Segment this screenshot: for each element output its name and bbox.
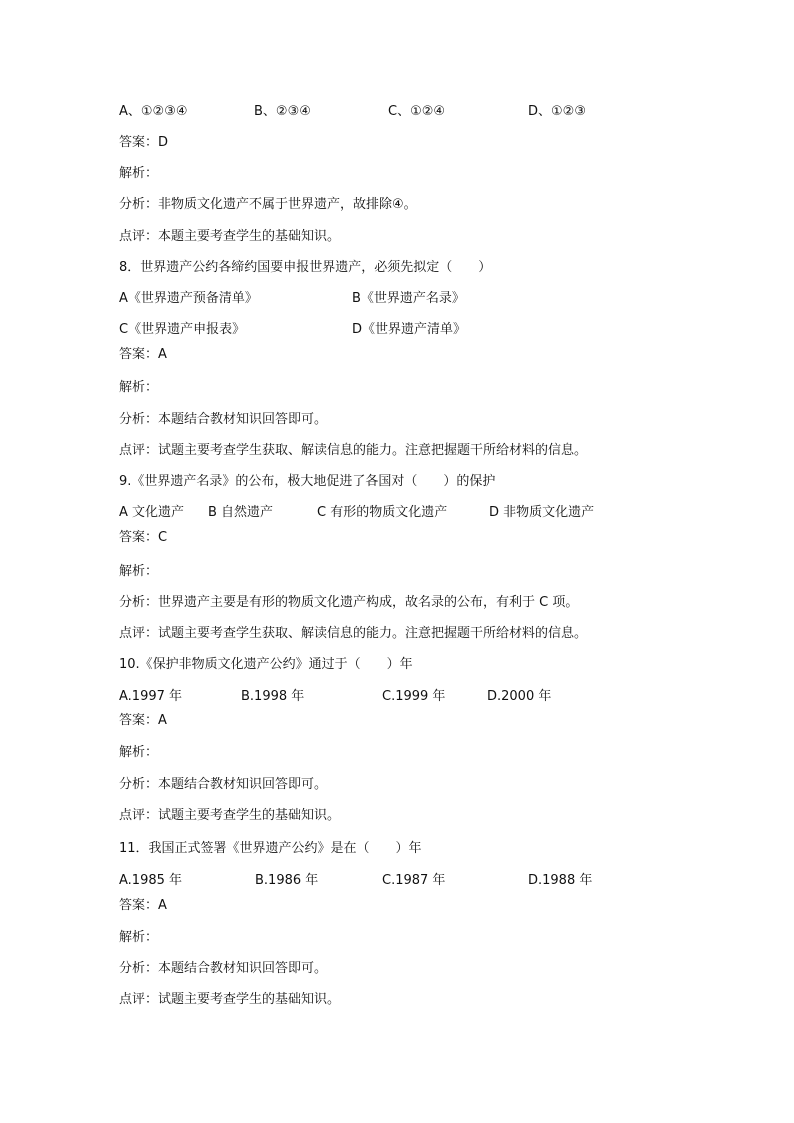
q7-option-c: C、①②④ [388, 104, 446, 119]
q9-option-c: C 有形的物质文化遗产 [317, 505, 448, 520]
q7-answer: 答案：D [119, 135, 169, 150]
q10-option-b: B.1998 年 [241, 689, 305, 704]
q8-option-c: C《世界遗产申报表》 [119, 322, 246, 337]
q11-comment: 点评：试题主要考查学生的基础知识。 [119, 992, 341, 1007]
q9-comment: 点评：试题主要考查学生获取、解读信息的能力。注意把握题干所给材料的信息。 [119, 626, 588, 641]
q10-analysis-heading: 解析： [119, 745, 159, 760]
q8-option-a: A《世界遗产预备清单》 [119, 291, 258, 306]
q11-answer: 答案：A [119, 898, 167, 913]
q8-option-d: D《世界遗产清单》 [352, 322, 467, 337]
q11-option-d: D.1988 年 [528, 873, 593, 888]
q10-option-d: D.2000 年 [487, 689, 552, 704]
q7-analysis: 分析：非物质文化遗产不属于世界遗产，故排除④。 [119, 197, 417, 212]
q10-option-a: A.1997 年 [119, 689, 183, 704]
q7-comment: 点评：本题主要考查学生的基础知识。 [119, 229, 341, 244]
q8-question: 8．世界遗产公约各缔约国要申报世界遗产，必须先拟定（ ） [119, 260, 492, 275]
q10-question: 10.《保护非物质文化遗产公约》通过于（ ）年 [119, 657, 413, 672]
q9-question: 9.《世界遗产名录》的公布，极大地促进了各国对（ ）的保护 [119, 474, 496, 489]
q9-analysis: 分析：世界遗产主要是有形的物质文化遗产构成，故名录的公布，有利于 C 项。 [119, 595, 579, 610]
q10-option-c: C.1999 年 [382, 689, 446, 704]
q11-question: 11．我国正式签署《世界遗产公约》是在（ ）年 [119, 841, 422, 856]
q7-option-b: B、②③④ [254, 104, 311, 119]
q11-option-a: A.1985 年 [119, 873, 183, 888]
q7-option-a: A、①②③④ [119, 104, 188, 119]
q10-comment: 点评：试题主要考查学生的基础知识。 [119, 808, 341, 823]
q9-option-d: D 非物质文化遗产 [489, 505, 595, 520]
q11-analysis: 分析：本题结合教材知识回答即可。 [119, 961, 328, 976]
q8-analysis: 分析：本题结合教材知识回答即可。 [119, 412, 328, 427]
q7-option-d: D、①②③ [528, 104, 586, 119]
q9-option-a: A 文化遗产 [119, 505, 185, 520]
q7-analysis-heading: 解析： [119, 166, 159, 181]
q9-answer: 答案：C [119, 530, 168, 545]
q10-analysis: 分析：本题结合教材知识回答即可。 [119, 777, 328, 792]
q9-analysis-heading: 解析： [119, 564, 159, 579]
q8-comment: 点评：试题主要考查学生获取、解读信息的能力。注意把握题干所给材料的信息。 [119, 443, 588, 458]
q11-option-c: C.1987 年 [382, 873, 446, 888]
q8-answer: 答案：A [119, 347, 167, 362]
q11-analysis-heading: 解析： [119, 930, 159, 945]
q8-analysis-heading: 解析： [119, 380, 159, 395]
q8-option-b: B《世界遗产名录》 [352, 291, 465, 306]
q10-answer: 答案：A [119, 713, 167, 728]
q9-option-b: B 自然遗产 [208, 505, 274, 520]
q11-option-b: B.1986 年 [255, 873, 319, 888]
